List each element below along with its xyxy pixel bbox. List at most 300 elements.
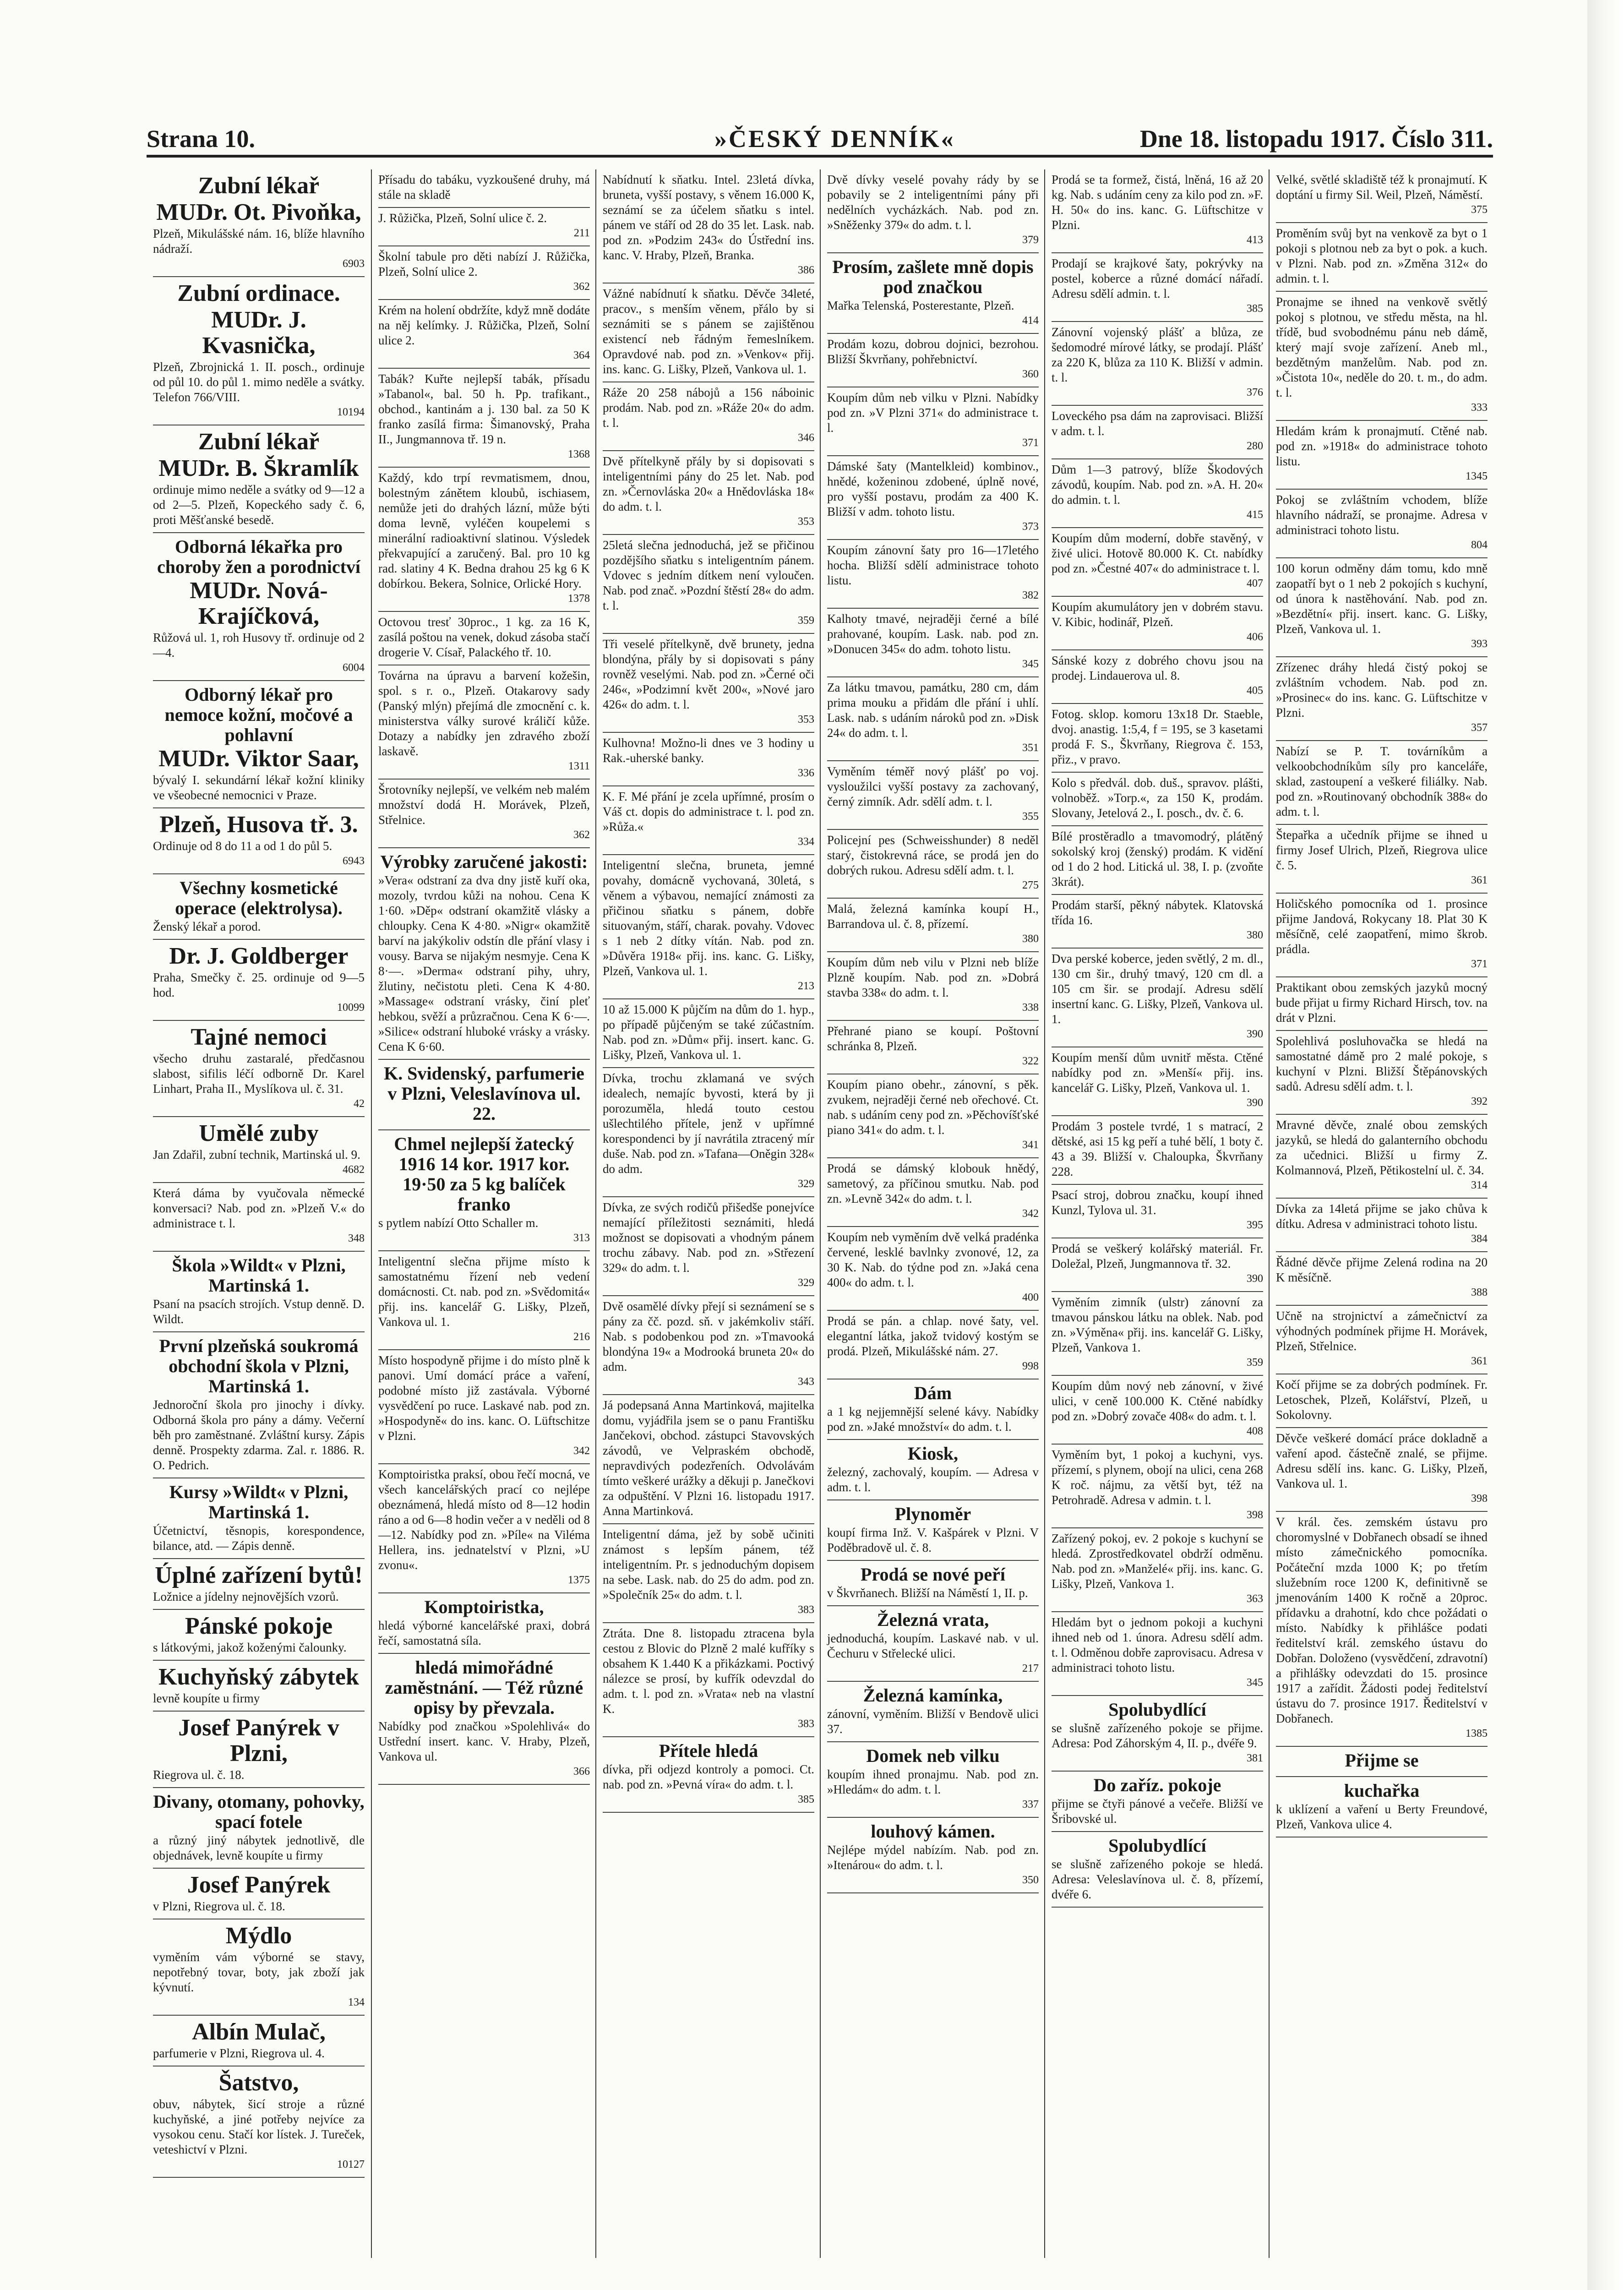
ad-headline: Železná vrata, (877, 1609, 989, 1630)
classified-ad (153, 1183, 365, 1252)
classified-ad (1276, 1747, 1488, 1777)
classified-ad (827, 1227, 1039, 1311)
ad-text: Přehrané piano se koupí. Poštovní schránka 8, Plzeň. (827, 1024, 1039, 1053)
ad-number: 804 (1471, 539, 1488, 551)
ad-number: 346 (798, 432, 814, 444)
classified-ad (827, 1742, 1039, 1818)
ad-number: 217 (1022, 1663, 1039, 1674)
ad-text: Spolehlivá posluhovačka se hledá na samostatné dámě pro 2 malé pokoje, s kuchyní v Plzni. Bližší Štěpánovských sadů. Adresu sdělí adm. t. l. (1276, 1034, 1488, 1093)
classified-ad (153, 2066, 365, 2178)
ad-headline: louhový kámen. (871, 1821, 995, 1842)
ad-headline: První plzeňská soukromá obchodní škola v Plzni, Martinská 1. (159, 1336, 359, 1396)
ad-text: Octovou tresť 30proc., 1 kg. za 16 K, zasílá poštou na venek, dokud zásoba stačí drogerie V. Císař, Palackého tř. 10. (378, 615, 590, 659)
classified-ad (1052, 528, 1263, 597)
classified-ad (1052, 1832, 1263, 1908)
ad-text: Ordinuje od 8 do 11 a od 1 do půl 5. (153, 839, 332, 853)
ad-text: Koupím dům nový neb zánovní, v živé ulici, v ceně 100.000 K. Ctěné nabídky pod zn. »Dobrý zovače 408« do adm. t. l. (1052, 1379, 1263, 1423)
ad-text: přijme se čtyři pánové a večeře. Bližší ve Šribovské ul. (1052, 1797, 1263, 1826)
classified-ad (153, 681, 365, 808)
ad-number: 353 (798, 516, 814, 528)
page-number: Strana 10. (147, 125, 256, 153)
classified-ad (827, 1311, 1039, 1379)
classified-ad (153, 1610, 365, 1661)
ad-number: 1311 (568, 760, 590, 772)
classified-ad (153, 169, 365, 277)
ad-number: 337 (1022, 1799, 1039, 1810)
classified-ad (603, 1395, 814, 1524)
ad-text: »Vera« odstraní za dva dny jistě kuří oka, mozoly, tvrdou kůži na nohou. Cena K 1·60. »Děp« odstraní okamžitě vlásky a chloupky. Cena K 4·80. »Nigr« okamžitě barví na jakýkoliv odstín dle přání vlasy i vousy. Barva se nijakým nesmyje. Cena K 8·—. »Derma« odstraní pihy, uhry, žlutiny, nečistotu pleti. Cena K 4·80. »Massage« odstraní vrásky, činí pleť hebkou, svěží a průzračnou. Cena K 6·—. »Silice« odstraní hluboké vrásky a vrásky. Cena K 6·60. (378, 873, 590, 1053)
ad-number: 384 (1471, 1233, 1488, 1245)
ad-text: 25letá slečna jednoduchá, jež se přičinou pozdějšího sňatku s inteligentním pánem. Vdovec s jedním dítkem není vyloučen. Nab. pod znač. »Pozdní štěstí 28« do adm. t. l. (603, 538, 814, 612)
classified-ad (827, 899, 1039, 952)
classified-ad (603, 786, 814, 855)
ad-text: Dva perské koberce, jeden světlý, 2 m. dl., 130 cm šir., druhý tmavý, 120 cm dl. a 105 cm šir. se prodají. Adresu sdělí insertní kanc. G. Lišky, Plzeň, Vankova ul. 1. (1052, 952, 1263, 1026)
classified-ad (153, 940, 365, 1021)
ad-number: 407 (1247, 578, 1263, 589)
ad-headline: Komptoiristka, (424, 1597, 544, 1617)
classified-ad (1052, 826, 1263, 895)
ad-name: MUDr. J. Kvasnička, (202, 307, 316, 359)
ad-text: hledá výborné kancelářské praxi, dobrá řečí, samostatná síla. (378, 1619, 590, 1647)
ad-text: Pokoj se zvláštním vchodem, blíže hlavního nádraží, se pronajme. Adresa v administraci tohoto listu. (1276, 493, 1488, 537)
classified-ad (1276, 558, 1488, 657)
ad-text: Prodají se krajkové šaty, pokrývky na postel, koberce a různé domácí nářadí. Adresu sdělí admin. t. l. (1052, 256, 1263, 300)
ad-number: 406 (1247, 631, 1263, 643)
classified-ad (153, 533, 365, 681)
ad-text: s pytlem nabízí Otto Schaller m. (378, 1216, 539, 1230)
ad-text: Za látku tmavou, památku, 280 cm, dám prima mouku a přidám dle přání i uhlí. Lask. nab. s udáním nároků pod zn. »Disk 24« do adm. t. l. (827, 681, 1039, 740)
ad-text: Kočí přijme se za dobrých podmínek. Fr. Letoschek, Plzeň, Kolářství, Plzeň, u Sokolovny. (1276, 1378, 1488, 1422)
classified-ad (1052, 1772, 1263, 1832)
column-content (596, 169, 821, 1813)
ad-text: Malá, železná kamínka koupí H., Barrandova ul. č. 8, přízemí. (827, 902, 1039, 931)
classified-ad (1052, 1047, 1263, 1116)
ad-text: Růžová ul. 1, roh Husovy tř. ordinuje od 2—4. (153, 631, 365, 660)
ad-headline: Umělé zuby (199, 1120, 319, 1146)
ad-name: MUDr. Ot. Pivoňka, (156, 199, 361, 225)
ad-text: Zánovní vojenský plášť a blůza, ze šedomodré mírové látky, se prodají. Plášť za 220 K, blůza za 110 K. Bližší v admin. t. l. (1052, 325, 1263, 384)
classified-ad (378, 1654, 590, 1785)
ad-number: 345 (1247, 1677, 1263, 1689)
classified-ad (378, 1593, 590, 1654)
ad-number: 366 (573, 1766, 590, 1777)
ad-number: 10127 (337, 2159, 365, 2170)
classified-ad (1052, 322, 1263, 406)
classified-ad (603, 1737, 814, 1813)
ad-text: dívka, při odjezd kontroly a pomoci. Ct. nab. pod zn. »Pevná víra« do adm. t. l. (603, 1762, 814, 1791)
classified-ad (827, 1561, 1039, 1606)
ad-number: 6903 (343, 258, 365, 270)
classified-ad (1276, 977, 1488, 1031)
ad-text: Ženský lékař a porod. (153, 920, 261, 933)
ad-text: bývalý I. sekundární lékař kožní kliniky ve všeobecné nemocnici v Praze. (153, 773, 365, 802)
ad-text: K. F. Mé přání je zcela upřímné, prosím o Váš ct. dopis do administrace t. l. pod zn. »Růža.« (603, 790, 814, 834)
classified-ad (603, 1197, 814, 1296)
ad-text: Štepařka a učedník přijme se ihned u firmy Josef Ulrich, Plzeň, Riegrova ulice č. 5. (1276, 828, 1488, 872)
ad-number: 213 (798, 980, 814, 992)
classified-ad (1276, 1115, 1488, 1199)
ad-text: Koupím menší dům uvnitř města. Ctěné nabídky pod zn. »Menší« přij. ins. kancelář G. Lišky, Plzeň, Vankova ul. 1. (1052, 1051, 1263, 1095)
issue-date: Dne 18. listopadu 1917. Číslo 311. (1139, 125, 1493, 153)
ad-number: 353 (798, 714, 814, 725)
ad-text: Která dáma by vyučovala německé konversaci? Nab. pod zn. »Plzeň V.« do administrace t. l. (153, 1186, 365, 1230)
ad-text: Továrna na úpravu a barvení kožešin, spol. s r. o., Plzeň. Otakarovy sady (Panský mlýn) přejímá dle zmocnění c. k. ministerstva války surové králičí kůže. Dotazy a nabídky jen zdravého zboží laskavě. (378, 669, 590, 758)
ad-number: 6004 (343, 662, 365, 674)
classified-ad (827, 1379, 1039, 1440)
ad-number: 381 (1247, 1752, 1263, 1764)
ad-text: Pronajme se ihned na venkově světlý pokoj s plotnou, ve středu města, na hl. třídě, bud svobodnému pánu neb dámě, který mají svoje zařízení. Aneb ml., bezdětným manželům. Nab. pod zn. »Čistota 10«, neděle do 20. t. m., do adm. t. l. (1276, 295, 1488, 399)
ad-text: Ztráta. Dne 8. listopadu ztracena byla cestou z Blovic do Plzně 2 malé kufříky s obsahem K 1.440 K a přikázkami. Poctivý nálezce se prosí, by kufřík odevzdal do adm. t. l. pod zn. »Vrata« neb na vlastní K. (603, 1626, 814, 1716)
ad-number: 360 (1022, 368, 1039, 380)
ad-number: 329 (798, 1277, 814, 1289)
classified-ad (378, 1251, 590, 1350)
ad-headline: kuchařka (1344, 1780, 1420, 1801)
classified-ad (1052, 406, 1263, 459)
ad-text: Dívka, ze svých rodičů přišedše ponejvíce nemající příležitosti seznámiti, hledá možnost se dopisovati a vhodným pánem trochu zábavy. Nab. pod zn. »Střezení 329« do adm. t. l. (603, 1200, 814, 1275)
ad-text: Inteligentní slečna, bruneta, jemné povahy, domácně vychovaná, 30letá, s věnem a výbavou, nemající známosti za přičinou sňatku s pánem, dobře situovaným, stáří, charak. povahy. Vdovec s 1 neb 2 dítky vítán. Nab. pod zn. »Důvěra 1918« přij. ins. kanc. G. Lišky, Plzeň, Vankova ul. 1. (603, 858, 814, 978)
classified-ad (603, 1296, 814, 1395)
ad-headline: Dám (914, 1383, 952, 1403)
ad-headline: Mýdlo (225, 1923, 292, 1949)
ad-text: Děvče veškeré domácí práce dokladně a vaření apod. částečně znalé, se přijme. Adresu sdělí ins. kanc. G. Lišky, Plzeň, Vankova ul. 1. (1276, 1431, 1488, 1490)
classified-ad (827, 387, 1039, 456)
ad-number: 363 (1247, 1593, 1263, 1605)
ad-text: Prodám kozu, dobrou dojnici, bezrohou. Bližší Škvrňany, pohřebnictví. (827, 337, 1039, 366)
classified-ad (1052, 773, 1263, 826)
ad-text: všecho druhu zastaralé, předčasnou slabost, sifilis léčí odborně Dr. Karel Linhart, Praha II., Myslíkova ul. č. 31. (153, 1052, 365, 1096)
ad-number: 342 (1022, 1208, 1039, 1220)
ad-text: Ráže 20 258 nábojů a 156 náboinic prodám. Nab. pod zn. »Ráže 20« do adm. t. l. (603, 386, 814, 430)
ad-number: 379 (1022, 234, 1039, 246)
ad-number: 341 (1022, 1139, 1039, 1151)
ad-headline: Domek neb vilku (866, 1745, 1000, 1766)
ad-text: Nabízí se P. T. továrníkům a velkoobchodníkům síly pro kanceláře, sklad, zastoupení a veškeré filiálky. Nab. pod zn. »Routinovaný obchodník 388« do adm. t. l. (1276, 744, 1488, 818)
classified-ad (827, 334, 1039, 387)
ad-text: Vyměním téměř nový plášť po voj. vysloužilci vyšší postavy za zachovaný, černý zimník. Adr. sdělí adm. t. l. (827, 764, 1039, 808)
ad-text: Jednoroční škola pro jinochy i dívky. Odborná škola pro pány a dámy. Večerní běh pro zaměstnané. Zvláštní kursy. Zápis denně. Prospekty zdarma. Zal. r. 1886. R. O. Pedrich. (153, 1398, 365, 1472)
classified-ad (1052, 704, 1263, 773)
ad-text: k uklízení a vaření u Berty Freundové, Plzeň, Vankova ulice 4. (1276, 1802, 1488, 1831)
ad-text: Velké, světlé skladiště též k pronajmutí. K doptání u firmy Sil. Weil, Plzeň, Náměstí. (1276, 173, 1488, 202)
classified-ad (827, 677, 1039, 761)
classified-ad (1052, 459, 1263, 528)
ad-headline: Zubní lékař (198, 173, 320, 199)
ad-number: 388 (1471, 1287, 1488, 1298)
classified-ad (378, 848, 590, 1060)
ad-text: Prodá se ta formež, čistá, lněná, 16 až 20 kg. Nab. s udáním ceny za kilo pod zn. »F. H. 50« do ins. kanc. G. Lüftschitze v Plzni. (1052, 173, 1263, 232)
classified-ad (153, 1559, 365, 1610)
ad-text: parfumerie v Plzni, Riegrova ul. 4. (153, 2046, 325, 2060)
classified-ad (153, 1788, 365, 1869)
ad-headline: Všechny kosmetické operace (elektrolysa). (175, 878, 343, 918)
classified-ad (1052, 253, 1263, 322)
ad-text: Prodám 3 postele tvrdé, 1 s matrací, 2 dětské, asi 15 kg peří a tuhé bělí, 1 boty č. 43 a 39. Bližší v. Chaloupka, Škvrňany 228. (1052, 1119, 1263, 1178)
classified-ad (1276, 1252, 1488, 1306)
classified-ad (1276, 894, 1488, 977)
ad-text: Bílé prostěradlo a tmavomodrý, plátěný sokolský kroj (ženský) prodám. K vidění od 1 do 2 hod. Litická ul. 38, I. p. (zvoňte 3krát). (1052, 829, 1263, 889)
ad-text: Proměním svůj byt na venkově za byt o 1 pokoji s plotnou neb za byt o pok. a kuch. v Plzni. Nab. pod zn. »Změna 312« do admin. t. l. (1276, 226, 1488, 285)
classified-ad (827, 609, 1039, 677)
classified-ad (603, 999, 814, 1068)
classified-ad (1276, 1512, 1488, 1747)
ad-text: Prodám starší, pěkný nábytek. Klatovská třída 16. (1052, 898, 1263, 927)
column-6 (1269, 169, 1494, 2258)
ad-headline: Plzeň, Husova tř. 3. (159, 812, 358, 838)
ad-number: 380 (1022, 933, 1039, 945)
ad-headline: Divany, otomany, pohovky, spací fotele (153, 1791, 365, 1832)
classified-ad (1276, 657, 1488, 741)
ad-number: 361 (1471, 874, 1488, 886)
ad-text: Fotog. sklop. komoru 13x18 Dr. Staeble, dvoj. anastig. 1:5,4, f = 195, se 3 kasetami prodá F. S., Škvrňany, Riegrova č. 153, přiz., v pravo. (1052, 707, 1263, 766)
ad-text: Každý, kdo trpí revmatismem, dnou, bolestným zánětem kloubů, ischiasem, nemůže jeti do drahých lázní, může býti doma levně, vyléčen koupelemi s minerální radioaktivní slatinou. Výsledek překvapující a zaručený. Bal. pro 10 kg rad. slatiny 4 K. Bedna drahou 25 kg 6 K dobírkou. Bekera, Solnice, Orlické Hory. (378, 471, 590, 590)
ad-text: vyměním vám výborné se stavy, nepotřebný tovar, boty, jak zboží jak kývnutí. (153, 1950, 365, 1994)
ad-name: MUDr. Viktor Saar, (158, 746, 359, 772)
ad-text: Vážné nabídnutí k sňatku. Děvče 34leté, pracov., s menším věnem, přálo by si seznámiti se s pánem se zajištěnou existencí neb řádným řemeslníkem. Opravdové nab. pod zn. »Venkov« přij. ins. kanc. G. Lišky, Plzeň, Vankova ul. 1. (603, 287, 814, 376)
ad-number: 345 (1022, 658, 1039, 670)
ad-text: Hledám byt o jednom pokoji a kuchyni ihned neb od 1. února. Adresu sdělí adm. t. l. Odměnou dobře zaprovisacu. Adresa v administraci tohoto listu. (1052, 1615, 1263, 1674)
ad-number: 390 (1247, 1273, 1263, 1285)
ad-text: Tři veselé přítelkyně, dvě brunety, jedna blondýna, přály by si dopisovati s pány rovněž veselými. Nab. pod zn. »Černé oči 246«, »Podzimní květ 200«, »Nové jaro 426« do adm. t. l. (603, 637, 814, 711)
ad-headline: Kiosk, (907, 1443, 959, 1464)
ad-headline: Prosím, zašlete mně dopis pod značkou (832, 256, 1034, 297)
ad-number: 400 (1022, 1292, 1039, 1303)
classified-ad (153, 1661, 365, 1712)
classified-ad (1276, 1031, 1488, 1115)
ad-number: 371 (1471, 958, 1488, 970)
ad-headline: Prodá se nové peří (861, 1564, 1005, 1585)
ad-text: Přísadu do tabáku, vyzkoušené druhy, má stále na skladě (378, 173, 590, 202)
column-3 (595, 169, 821, 2258)
ad-number: 10194 (337, 406, 365, 418)
ad-text: a různý jiný nábytek jednotlivě, dle objednávek, levně koupíte u firmy (153, 1833, 365, 1862)
ad-number: 355 (1022, 811, 1039, 823)
ad-number: 1368 (568, 448, 590, 460)
ad-number: 361 (1471, 1355, 1488, 1367)
ad-headline: Dr. J. Goldberger (169, 943, 349, 969)
ad-headline: Chmel nejlepší žatecký 1916 14 kor. 1917 kor. 19·50 za 5 kg balíček franko (394, 1134, 574, 1215)
ad-text: Sánské kozy z dobrého chovu jsou na prodej. Lindauerova ul. 8. (1052, 654, 1263, 682)
classified-ad (827, 952, 1039, 1021)
classified-ad (1052, 650, 1263, 704)
ad-text: Účetnictví, těsnopis, korespondence, bilance, atd. — Zápis denně. (153, 1524, 365, 1553)
classified-ad (378, 468, 590, 612)
classified-ad (827, 1682, 1039, 1742)
ad-text: Nejlépe mýdel nabízím. Nab. pod zn. »Itenárou« do adm. t. l. (827, 1843, 1039, 1872)
ad-number: 385 (798, 1794, 814, 1805)
ad-headline: Výrobky zaručené jakosti: (380, 851, 588, 872)
classified-ad (603, 1524, 814, 1623)
ad-text: Nabídnutí k sňatku. Intel. 23letá dívka, bruneta, vyšší postavy, s věnem 16.000 K, seznámí se za účelem sňatku s intel. pánem ve stáří od 28 do 35 let. Lask. nab. pod zn. »Podzim 243« do Ústřední ins. kanc. V. Hraby, Plzeň, Branka. (603, 173, 814, 262)
ad-text: Místo hospodyně přijme i do místo plně k panovi. Umí domácí práce a vaření, podobné místo již zastávala. Výborné vysvědčení po ruce. Laskavé nab. pod zn. »Hospodyně« do ins. kanc. O. Lüftschitze v Plzni. (378, 1353, 590, 1443)
column-content (821, 169, 1045, 1893)
ad-headline: Úplné zařízení bytů! (155, 1562, 363, 1588)
classified-ad (378, 369, 590, 468)
classified-ad (827, 761, 1039, 830)
ad-text: zánovní, vyměním. Bližší v Bendově ulici 37. (827, 1707, 1039, 1736)
classified-ad (827, 253, 1039, 334)
classified-ad (603, 1068, 814, 1197)
ad-number: 334 (798, 836, 814, 848)
ad-number: 383 (798, 1718, 814, 1730)
ad-number: 10099 (337, 1002, 365, 1014)
ad-number: 216 (573, 1331, 590, 1343)
ad-number: 42 (354, 1098, 365, 1110)
ad-number: 390 (1247, 1028, 1263, 1040)
ad-text: Dvě dívky veselé povahy rády by se pobavily se 2 inteligentními pány při nedělních vycházkách. Nab. pod zn. »Sněženky 379« do adm. t. l. (827, 173, 1039, 232)
ad-number: 313 (573, 1232, 590, 1244)
classified-ad (1276, 421, 1488, 490)
ad-text: železný, zachovalý, koupím. — Adresa v adm. t. l. (827, 1465, 1039, 1494)
ad-text: ordinuje mimo neděle a svátky od 9—12 a od 2—5. Plzeň, Kopeckého sady č. 6, proti Měšťanské besedě. (153, 483, 365, 527)
ad-number: 348 (348, 1232, 365, 1244)
ad-headline: Přítele hledá (659, 1740, 758, 1761)
classified-ad (378, 208, 590, 246)
classified-ad (1052, 1185, 1263, 1238)
classified-ad (153, 1478, 365, 1559)
classified-ad (603, 284, 814, 382)
classified-ad (153, 1332, 365, 1478)
classified-ad (603, 451, 814, 535)
classified-ad (153, 1021, 365, 1117)
ad-text: Zařízený pokoj, ev. 2 pokoje s kuchyní se hledá. Zprostředkovatel obdrží odměnu. Nab. pod zn. »Manželé« přij. ins. kanc. G. Lišky, Plzeň, Vankova 1. (1052, 1532, 1263, 1591)
ad-text: Koupím dům neb vilku v Plzni. Nabídky pod zn. »V Plzni 371« do administrace t. l. (827, 391, 1039, 435)
ad-text: Školní tabule pro děti nabízí J. Růžička, Plzeň, Solní ulice 2. (378, 250, 590, 278)
ad-text: Plzeň, Mikulášské nám. 16, blíže hlavního nádraží. (153, 227, 365, 256)
ad-number: 362 (573, 281, 590, 293)
classified-ad (378, 1130, 590, 1251)
ad-text: Psací stroj, dobrou značku, koupí ihned Kunzl, Tylova ul. 31. (1052, 1188, 1263, 1217)
classified-ad (603, 733, 814, 786)
classified-ad (153, 1919, 365, 2016)
classified-ad (827, 1158, 1039, 1227)
classified-ad (1276, 1428, 1488, 1512)
ad-text: Nabídky pod značkou »Spolehlivá« do Ustřední insert. kanc. V. Hraby, Plzeň, Vankova ul. (378, 1719, 590, 1763)
ad-text: Krém na holení obdržíte, když mně dodáte na něj kelímky. J. Růžička, Plzeň, Solní ulice 2. (378, 303, 590, 347)
classified-ad (1052, 1238, 1263, 1292)
classified-ad (153, 425, 365, 533)
classified-ad (378, 1350, 590, 1464)
classified-ad (1276, 1777, 1488, 1837)
ad-number: 351 (1022, 742, 1039, 754)
ad-text: Kalhoty tmavé, nejraději černé a bílé prahované, koupím. Lask. nab. pod zn. »Donucen 345« do adm. tohoto listu. (827, 612, 1039, 656)
classified-ad (153, 1252, 365, 1332)
ad-number: 390 (1247, 1097, 1263, 1109)
ad-text: Prodá se pán. a chlap. nové šaty, vel. elegantní látka, jakož tvidový kostým se prodá. Plzeň, Mikulášské nám. 27. (827, 1314, 1039, 1358)
ad-number: 398 (1471, 1493, 1488, 1505)
ad-number: 275 (1022, 879, 1039, 891)
ad-text: Koupím dům neb vilu v Plzni neb blíže Plzně koupím. Nab. pod zn. »Dobrá stavba 338« do adm. t. l. (827, 955, 1039, 999)
ad-text: Loveckého psa dám na zaprovisaci. Bližší v adm. t. l. (1052, 409, 1263, 438)
ad-text: se slušně zařízeného pokoje se přijme. Adresa: Pod Záhorským 4, II. p., dvéře 9. (1052, 1721, 1263, 1750)
ad-text: Učně na strojnictví a zámečnictví za výhodných podmínek přijme H. Morávek, Plzeň, Střelnice. (1276, 1309, 1488, 1353)
ad-number: 350 (1022, 1874, 1039, 1886)
ad-text: Koupím zánovní šaty pro 16—17letého hocha. Bližší sdělí administrace tohoto listu. (827, 543, 1039, 587)
ad-number: 413 (1247, 234, 1263, 246)
ad-headline: Šatstvo, (218, 2070, 299, 2096)
classified-ad (1052, 1116, 1263, 1185)
ad-text: Praktikant obou zemských jazyků mocný bude přijat u firmy Richard Hirsch, tov. na drát v Plzni. (1276, 981, 1488, 1025)
ad-headline: Josef Panýrek (187, 1872, 331, 1898)
ad-number: 375 (1471, 204, 1488, 216)
classified-ad (153, 1869, 365, 1919)
column-content (1045, 169, 1270, 1908)
ad-text: se slušně zařízeného pokoje se hledá. Adresa: Veleslavínova ul. č. 8, přízemí, dvéře 6. (1052, 1857, 1263, 1901)
ad-headline: Albín Mulač, (192, 2019, 326, 2045)
classified-ad (378, 300, 590, 369)
ad-number: 211 (573, 227, 590, 239)
newspaper-title: »ČESKÝ DENNÍK« (714, 125, 955, 153)
column-5 (1044, 169, 1270, 2258)
ad-number: 134 (348, 1996, 365, 2008)
classified-ad (603, 169, 814, 284)
ad-text: Koupím akumulátory jen v dobrém stavu. V. Kibic, hodinář, Plzeň. (1052, 600, 1263, 629)
ad-number: 395 (1247, 1219, 1263, 1231)
classified-ad (378, 665, 590, 780)
ad-number: 386 (798, 264, 814, 276)
ad-text: Mravné děvče, znalé obou zemských jazyků, se hledá do galanterního obchodu za učednici. Bližší u firmy Z. Kolmannová, Plzeň, Pětikostelní ul. č. 34. (1276, 1118, 1488, 1177)
classified-ad (603, 855, 814, 999)
ad-headline: K. Svidenský, parfumerie v Plzni, Veleslavínova ul. 22. (384, 1063, 584, 1124)
ad-headline: Spolubydlící (1108, 1835, 1206, 1856)
ad-text: Dívka za 14letá přijme se jako chůva k dítku. Adresa v administraci tohoto listu. (1276, 1202, 1488, 1231)
classified-ad (827, 1818, 1039, 1893)
ad-number: 329 (798, 1178, 814, 1190)
ad-number: 393 (1471, 638, 1488, 650)
classified-ad (153, 1712, 365, 1788)
column-content (147, 169, 371, 2178)
ad-number: 385 (1247, 303, 1263, 315)
ad-text: Plzeň, Zbrojnická 1. II. posch., ordinuje od půl 10. do půl 1. mimo neděle a svátky. Telefon 766/VIII. (153, 360, 365, 404)
ad-number: 357 (1471, 722, 1488, 734)
ad-number: 998 (1022, 1360, 1039, 1372)
ad-headline: Škola »Wildt« v Plzni, Martinská 1. (172, 1255, 346, 1296)
classified-ad (153, 277, 365, 425)
ad-text: Já podepsaná Anna Martinková, majitelka domu, vyjádřila jsem se o panu Františku Jančekovi, obchod. zástupci Stavovských závodů, ve Velpraském obchodě, nepravdivých podezřeních. Odvolávám tímto veškeré urážky a děkuji p. Janečkovi za odpuštění. V Plzni 16. listopadu 1917. Anna Martinková. (603, 1398, 814, 1518)
ad-number: 333 (1471, 402, 1488, 414)
classified-ad (1276, 292, 1488, 421)
ad-text: Šrotovníky nejlepší, ve velkém neb malém množství dodá H. Morávek, Plzeň, Střelnice. (378, 783, 590, 827)
ad-number: 383 (798, 1604, 814, 1616)
ad-headline: Plynoměr (894, 1504, 971, 1524)
page-edge (1587, 0, 1624, 2290)
classified-ad (1052, 1528, 1263, 1612)
ad-text: Prodá se veškerý kolářský materiál. Fr. Doležal, Plzeň, Jungmannova tř. 32. (1052, 1242, 1263, 1270)
ad-text: Řádné děvče přijme Zelená rodina na 20 K měsíčně. (1276, 1255, 1488, 1284)
ad-name: MUDr. B. Škramlík (158, 455, 359, 481)
classified-ad (153, 874, 365, 940)
ad-text: Koupím dům moderní, dobře stavěný, v živé ulici. Hotově 80.000 K. Ct. nabídky pod zn. »Čestné 407« do administrace t. l. (1052, 531, 1263, 575)
ad-text: Holičského pomocníka od 1. prosince přijme Jandová, Rokycany 18. Plat 30 K měsíčně, celé zaopatření, mimo škrob. prádla. (1276, 897, 1488, 956)
classified-columns (147, 169, 1493, 2258)
ad-text: koupí firma Inž. V. Kašpárek v Plzni. V Poděbradově ul. č. 8. (827, 1526, 1039, 1554)
ad-number: 373 (1022, 521, 1039, 533)
classified-ad (1276, 825, 1488, 894)
ad-text: v Plzni, Riegrova ul. č. 18. (153, 1899, 285, 1913)
ad-text: jednoduchá, koupím. Laskavé nab. v ul. Čechuru v Střelecké ulici. (827, 1631, 1039, 1660)
ad-headline: Spolubydlící (1108, 1699, 1206, 1720)
classified-ad (1276, 1306, 1488, 1374)
ad-text: koupím ihned pronajmu. Nab. pod zn. »Hledám« do adm. t. l. (827, 1767, 1039, 1796)
ad-text: Kolo s předvál. dob. duš., spravov. plášti, volnoběž. »Torp.«, za 150 K, prodám. Slovany, Jetelová 2., I. posch., dv. č. 6. (1052, 776, 1263, 820)
ad-headline: Kursy »Wildt« v Plzni, Martinská 1. (169, 1482, 349, 1522)
classified-ad (1052, 1376, 1263, 1445)
ad-text: Inteligentní slečna přijme místo k samostatnému řízení neb vedení domácnosti. Ct. nab. pod zn. »Svědomitá« přij. ins. kancelář G. Lišky, Plzeň, Vankova ul. 1. (378, 1254, 590, 1329)
ad-text: J. Růžička, Plzeň, Solní ulice č. 2. (378, 211, 547, 225)
ad-text: 100 korun odměny dám tomu, kdo mně zaopatří byt o 1 neb 2 pokojích s kuchyní, od února k nastěhování. Nab. pod zn. »Bezdětní« přij. insert. kanc. G. Lišky, Plzeň, Vankova ul. 1. (1276, 562, 1488, 636)
ad-number: 342 (573, 1445, 590, 1457)
ad-number: 415 (1247, 509, 1263, 521)
classified-ad (827, 1606, 1039, 1682)
